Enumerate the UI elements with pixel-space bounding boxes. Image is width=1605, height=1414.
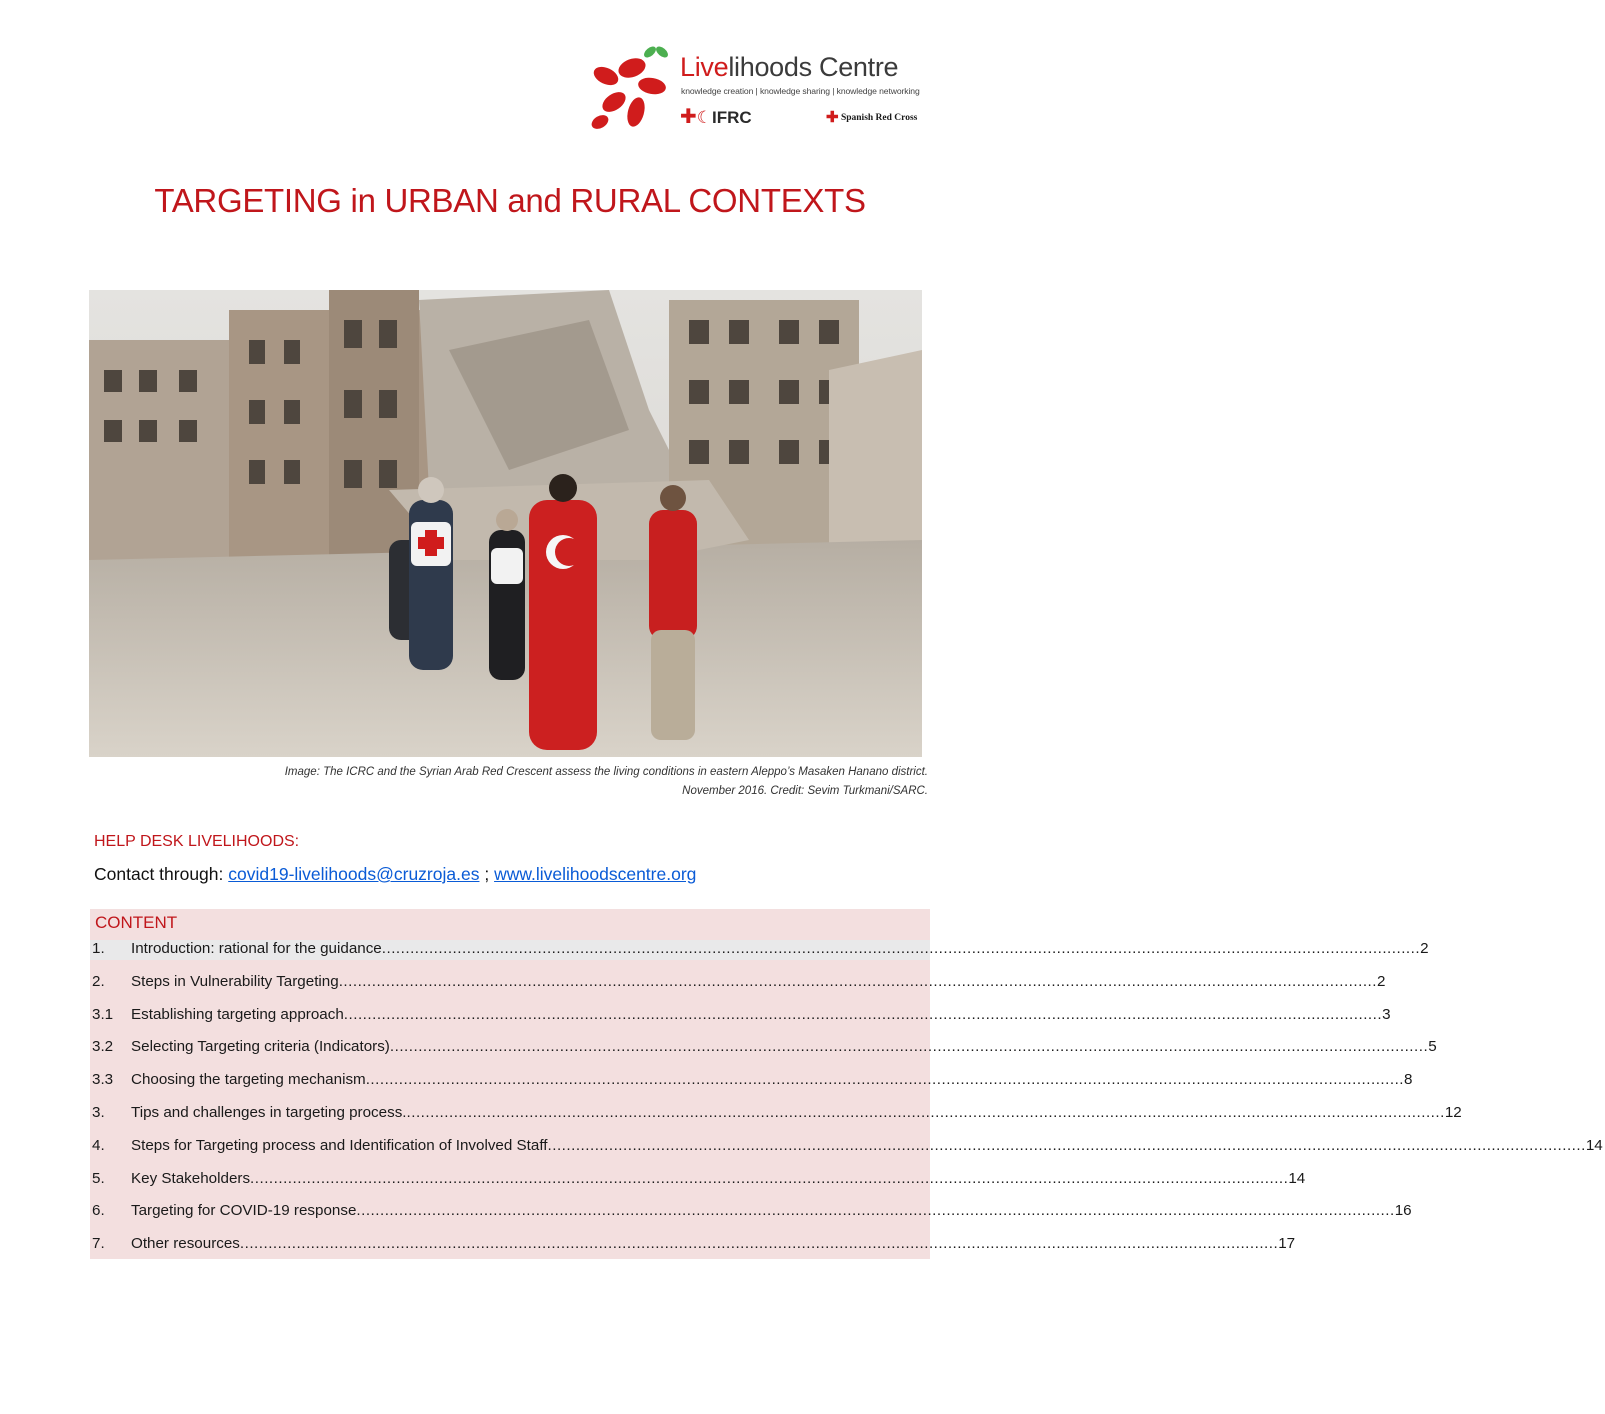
toc-item-page: 16 — [1394, 1202, 1412, 1220]
toc-item-page: 2 — [1377, 972, 1386, 990]
toc-item[interactable] — [90, 1235, 1296, 1268]
toc-item-number: 7. — [92, 1235, 105, 1253]
toc-leader-dots: ............................................................................................................................................................................................................................ — [389, 1038, 1429, 1056]
toc-item-number: 2. — [92, 972, 105, 990]
document-title: TARGETING in URBAN and RURAL CONTEXTS — [154, 182, 866, 219]
toc-item-label: Key Stakeholders — [131, 1169, 251, 1187]
toc-item-page: 5 — [1428, 1038, 1437, 1056]
red-cross-icon: ✚ — [680, 106, 697, 128]
toc-item[interactable] — [90, 1038, 1437, 1071]
toc-leader-dots: ............................................................................................................................................................................................................................ — [250, 1169, 1289, 1187]
toc-leader-dots: ............................................................................................................................................................................................................................ — [338, 972, 1377, 990]
toc-item[interactable] — [90, 972, 1386, 1006]
table-of-contents — [90, 909, 1603, 1259]
toc-item-page: 14 — [1585, 1136, 1603, 1154]
flower-logo-icon — [588, 40, 678, 132]
toc-item[interactable] — [90, 940, 1429, 973]
toc-item-label: Tips and challenges in targeting process. — [131, 1103, 407, 1121]
toc-item-number: 6. — [92, 1202, 105, 1220]
toc-leader-dots: ............................................................................................................................................................................................................................ — [381, 940, 1421, 957]
toc-item-number: 4. — [92, 1136, 105, 1154]
toc-item[interactable] — [90, 1136, 1603, 1170]
toc-item-number: 3.3 — [92, 1071, 114, 1089]
toc-item-number: 3.2 — [92, 1038, 114, 1056]
toc-item-label: Steps in Vulnerability Targeting — [131, 972, 339, 990]
toc-item-page: 3 — [1382, 1005, 1391, 1023]
toc-item-label: Steps for Targeting process and Identification of Involved Staff — [131, 1136, 548, 1154]
toc-item-page: 12 — [1444, 1103, 1462, 1121]
toc-item-label: Other resources — [131, 1235, 240, 1253]
red-cross-icon: ✚ — [826, 109, 839, 126]
contact-separator: ; — [479, 864, 495, 884]
toc-item-page: 17 — [1278, 1235, 1296, 1253]
toc-item[interactable] — [90, 1103, 1462, 1137]
toc-leader-dots: ............................................................................................................................................................................................................................ — [343, 1005, 1383, 1023]
photo-caption — [285, 763, 928, 801]
toc-item[interactable] — [90, 1005, 1391, 1039]
email-link[interactable]: covid19-livelihoods@cruzroja.es — [228, 864, 480, 884]
toc-item[interactable] — [90, 1169, 1306, 1203]
toc-item[interactable] — [90, 1071, 1413, 1104]
toc-leader-dots: ............................................................................................................................................................................................................................ — [356, 1202, 1395, 1220]
toc-item-label: Choosing the targeting mechanism — [131, 1071, 366, 1089]
help-desk-heading: HELP DESK LIVELIHOODS: — [94, 833, 300, 850]
toc-item-label: Selecting Targeting criteria (Indicators) — [131, 1038, 390, 1056]
toc-leader-dots: ............................................................................................................................................................................................................................ — [547, 1136, 1586, 1154]
brand-tagline: knowledge creation | knowledge sharing | knowledge networking — [681, 86, 920, 96]
brand-name: Livelihoods Centre — [680, 52, 899, 82]
livelihoods-centre-logo — [588, 40, 928, 132]
toc-list — [90, 940, 1603, 1268]
cover-photo — [89, 290, 922, 757]
contact-line — [94, 864, 696, 885]
toc-heading: CONTENT — [95, 913, 178, 932]
toc-item-page: 14 — [1288, 1169, 1306, 1187]
toc-item-page: 8 — [1404, 1071, 1413, 1089]
ifrc-logo: ✚☾IFRC — [680, 106, 752, 128]
toc-leader-dots: ............................................................................................................................................................................................................................ — [406, 1103, 1445, 1121]
aleppo-street-photo — [89, 290, 922, 757]
caption-line-2: November 2016. Credit: Sevim Turkmani/SARC. — [682, 785, 928, 797]
toc-item-label: Targeting for COVID-19 response — [131, 1202, 357, 1220]
toc-item-label: Introduction: rational for the guidance — [131, 940, 382, 957]
toc-item[interactable] — [90, 1202, 1412, 1235]
caption-line-1: Image: The ICRC and the Syrian Arab Red Crescent assess the living conditions in eastern Aleppo’s Masaken Hanano district. — [284, 766, 928, 778]
toc-leader-dots: ............................................................................................................................................................................................................................ — [365, 1071, 1405, 1089]
toc-item-page: 2 — [1420, 940, 1429, 957]
toc-leader-dots: ............................................................................................................................................................................................................................ — [239, 1235, 1279, 1253]
toc-item-number: 5. — [92, 1169, 105, 1187]
contact-prefix: Contact through: — [94, 864, 229, 884]
spanish-red-cross-logo: ✚ Spanish Red Cross — [826, 109, 918, 126]
toc-item-number: 3. — [92, 1103, 105, 1121]
toc-item-number: 1. — [92, 940, 105, 957]
website-link[interactable]: www.livelihoodscentre.org — [494, 864, 697, 884]
red-crescent-icon: ☾ — [696, 108, 713, 127]
toc-item-label: Establishing targeting approach — [131, 1005, 344, 1023]
toc-item-number: 3.1 — [92, 1005, 114, 1023]
